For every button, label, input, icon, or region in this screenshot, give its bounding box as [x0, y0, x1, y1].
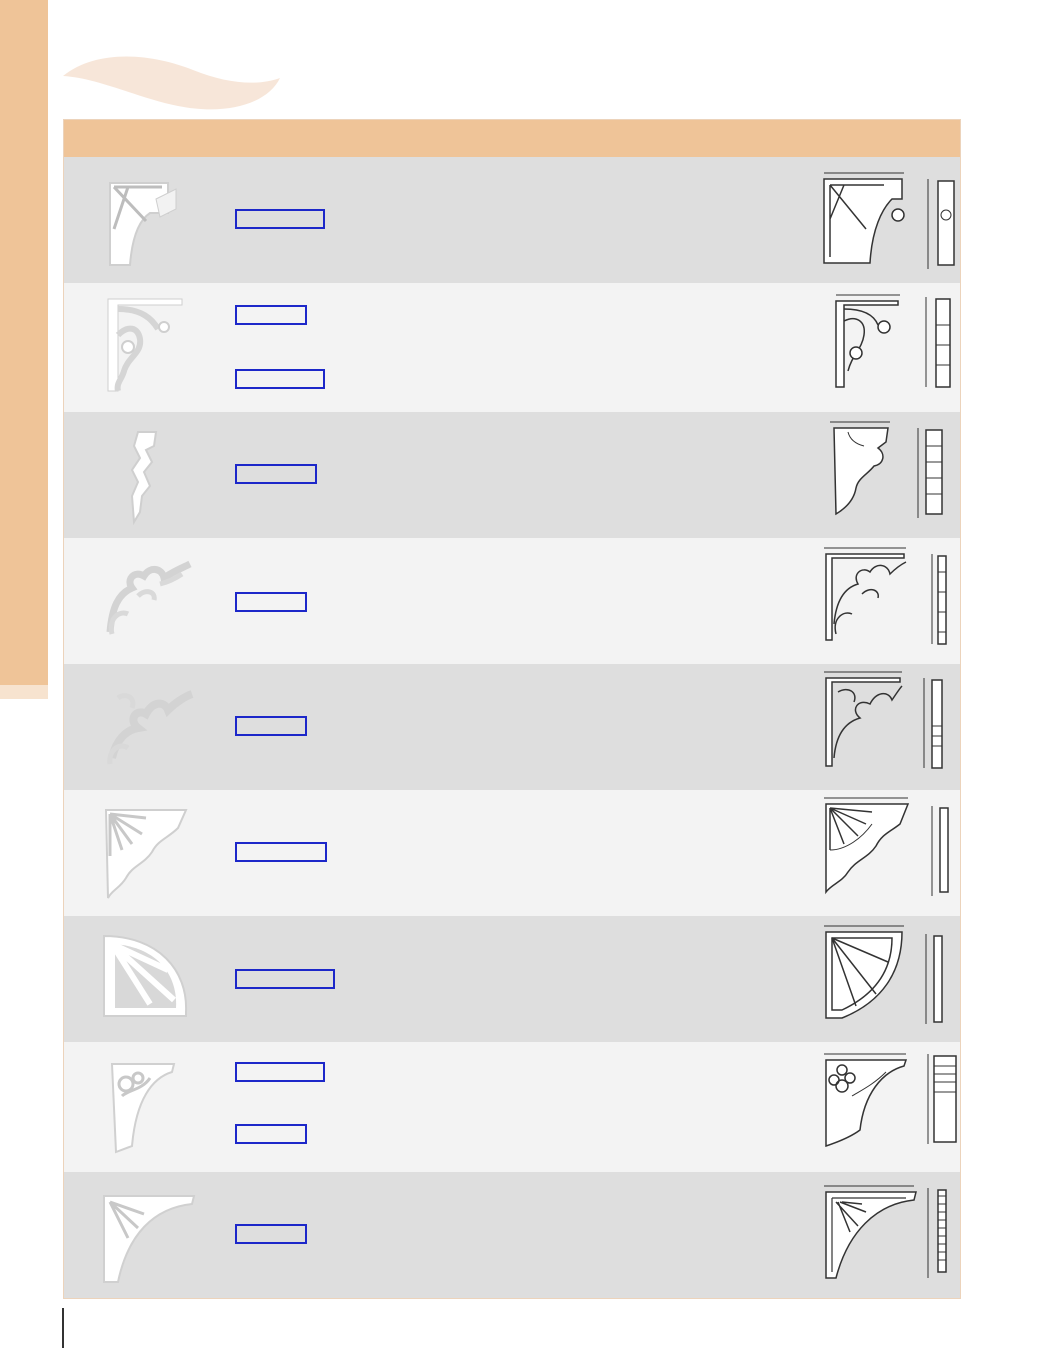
sunburst-fretwork-bracket-icon — [98, 804, 198, 904]
product-link-button[interactable] — [235, 716, 307, 736]
cutout-bracket-icon — [98, 426, 198, 526]
side-accent-bar — [0, 0, 48, 685]
side-elevation-drawing — [930, 804, 962, 904]
product-row — [64, 283, 960, 412]
front-elevation-drawing — [822, 668, 912, 768]
product-link-button[interactable] — [235, 369, 325, 389]
side-elevation-drawing — [926, 177, 958, 277]
product-row — [64, 790, 960, 916]
filigree-bracket-icon — [98, 548, 198, 648]
front-elevation-drawing — [834, 291, 924, 391]
front-elevation-drawing — [822, 544, 912, 644]
front-elevation-drawing — [822, 794, 912, 894]
side-elevation-drawing — [930, 552, 962, 652]
side-elevation-drawing — [922, 676, 954, 776]
product-link-button[interactable] — [235, 842, 327, 862]
product-row — [64, 1042, 960, 1172]
product-row — [64, 916, 960, 1042]
scroll-bracket-icon — [98, 678, 198, 778]
product-table — [63, 119, 961, 1299]
product-link-button[interactable] — [235, 1062, 325, 1082]
front-elevation-drawing — [828, 418, 918, 518]
quatrefoil-bracket-icon — [98, 1056, 198, 1156]
product-row — [64, 1172, 960, 1298]
trestle-bracket-icon — [98, 169, 198, 269]
product-link-button[interactable] — [235, 305, 307, 325]
quarter-circle-spoke-bracket-icon — [98, 930, 198, 1030]
product-link-button[interactable] — [235, 1224, 307, 1244]
scroll-ball-bracket-icon — [98, 295, 198, 395]
side-elevation-drawing — [926, 1186, 958, 1286]
front-elevation-drawing — [822, 922, 912, 1022]
product-row — [64, 664, 960, 790]
product-link-button[interactable] — [235, 592, 307, 612]
side-elevation-drawing — [924, 932, 956, 1032]
product-link-button[interactable] — [235, 1124, 307, 1144]
side-elevation-drawing — [916, 426, 948, 526]
front-elevation-drawing — [822, 1050, 912, 1150]
front-elevation-drawing — [822, 1182, 912, 1282]
product-row — [64, 157, 960, 283]
front-elevation-drawing — [822, 169, 912, 269]
side-elevation-drawing — [924, 295, 956, 395]
side-accent-bar-foot — [0, 685, 48, 699]
product-row — [64, 412, 960, 538]
product-link-button[interactable] — [235, 464, 317, 484]
side-elevation-drawing — [926, 1052, 958, 1152]
footer-rule — [62, 1308, 64, 1348]
product-link-button[interactable] — [235, 209, 325, 229]
table-header — [64, 120, 960, 157]
product-row — [64, 538, 960, 664]
fan-curve-bracket-icon — [98, 1188, 198, 1288]
product-link-button[interactable] — [235, 969, 335, 989]
decorative-swoosh-icon — [58, 48, 288, 118]
